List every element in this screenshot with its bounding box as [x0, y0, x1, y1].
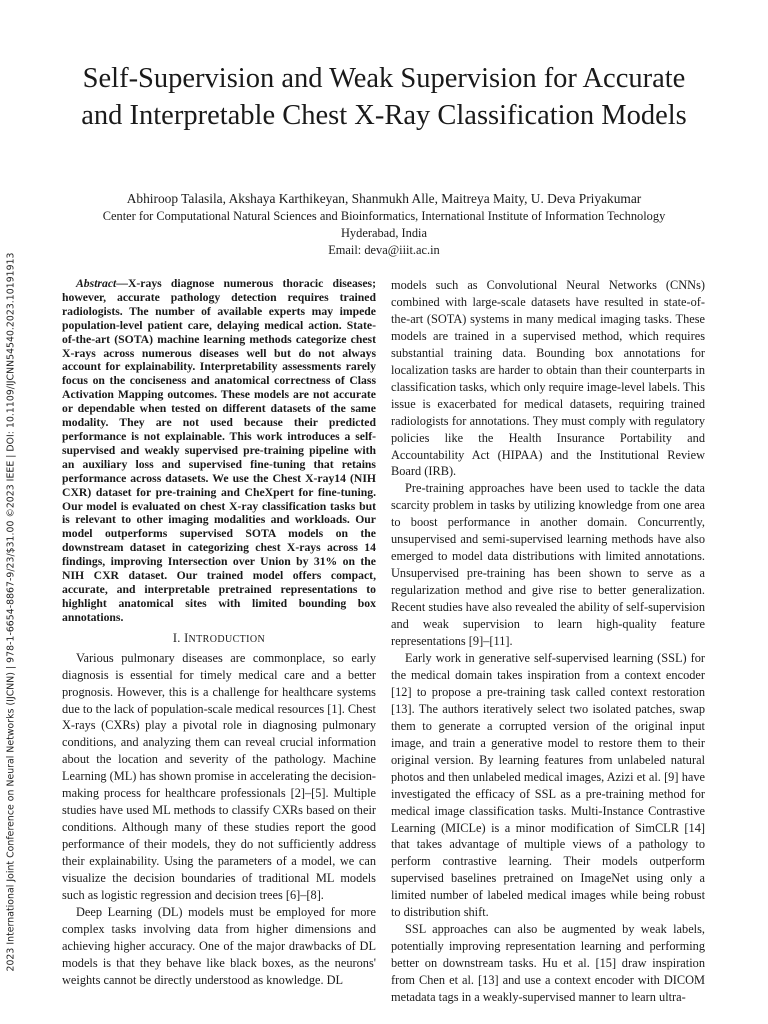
paragraph: models such as Convolutional Neural Networks (CNNs) combined with large-scale datasets have resulted in state-of-the-art (SOTA) systems in many medical imaging tasks. These models are trained in a supervised method, which requires substantial training data. Bounding box annotations for localization tasks are harder to obtain than their counterparts in classification tasks, which only require image-level labels. This issue is exacerbated for medical datasets, requiring trained radiologists for annotations. They must comply with regulatory policies like the Health Insurance Portability and Accountability Act (HIPAA) and the Institutional Review Board (IRB). — [391, 278, 705, 479]
paragraph: Various pulmonary diseases are commonplace, so early diagnosis is essential for timely medical care and a better prognosis. However, this is a challenge for healthcare systems due to the lack of population-scale medical resources [1]. Chest X-rays (CXRs) play a pivotal role in diagnosing pulmonary conditions, and analyzing them can reveal crucial information about the location and severity of the pathology. Machine Learning (ML) has shown promise in accelerating the decision-making process for healthcare professionals [2]–[5]. Multiple studies have used ML methods to classify CXRs based on their conditions. Although many of these studies report the good performance of their models, they do not sufficiently address their explainability. Using the parameters of a model, we can visualize the decision boundaries of traditional ML models such as logistic regression and decision trees [6]–[8]. — [62, 650, 376, 902]
left-column — [62, 277, 376, 989]
section-title-rest: NTRODUCTION — [188, 633, 266, 645]
right-column — [391, 277, 705, 1006]
section-number: I. — [172, 630, 181, 645]
abstract-label: Abstract — [76, 277, 117, 290]
author-list: Abhiroop Talasila, Akshaya Karthikeyan, Shanmukh Alle, Maitreya Maity, U. Deva Priyakumar — [126, 191, 642, 206]
paragraph: SSL approaches can also be augmented by weak labels, potentially improving representation learning and performing better on downstream tasks. Hu et al. [15] draw inspiration from Chen et al. [13] and use a context encoder with DICOM metadata tags in a weakly-supervised manner to learn ultra- — [391, 922, 705, 1005]
section-heading-introduction — [62, 630, 376, 648]
ieee-side-banner — [0, 0, 22, 1024]
abstract — [62, 277, 376, 625]
affiliation-line-2: Hyderabad, India — [340, 226, 427, 240]
side-banner-text: 2023 International Joint Conference on Neural Networks (IJCNN) | 978-1-6654-8867-9/23/$31.00 ©2023 IEEE | DOI: 10.1109/IJCNN54540.2023.10191913 — [5, 252, 17, 972]
paragraph: Early work in generative self-supervised learning (SSL) for the medical domain takes inspiration from a context encoder [12] to propose a pre-training task called context restoration [13]. The authors iteratively select two isolated patches, swap them to generate a corrupted version of the original input image, and train a generative model to restore them to their original version. By learning features from unlabeled natural photos and then unlabeled medical images, Azizi et al. [9] have investigated the efficacy of SSL as a pre-training method for medical image classification tasks. Multi-Instance Contrastive Learning (MICLe) is a minor modification of SimCLR [14] that takes advantage of multiple views of a pathology to perform contrastive learning. Their models outperform supervised baselines pretrained on ImageNet using only a limited number of labeled medical images while being robust to distribution shift. — [391, 650, 705, 920]
abstract-text: —X-rays diagnose numerous thoracic diseases; however, accurate pathology detection requires trained radiologists. The number of available experts may impede population-level patient care, delaying medical action. State-of-the-art (SOTA) machine learning methods categorize chest X-rays across numerous diseases well but do not always account for explainability. Interpretability assessments rarely focus on the conciseness and anatomical correctness of Class Activation Mapping outcomes. These models are not accurate or dependable when tested on different datasets of the same modality. They are not used because their predicted performance is not explainable. This work introduces a self-supervised and weakly supervised pre-training pipeline with an auxiliary loss and supervised fine-tuning that retains performance across datasets. We use the Chest X-ray14 (NIH CXR) dataset for pre-training and CheXpert for fine-tuning. Our model is evaluated on chest X-ray classification tasks but is relevant to other imaging modalities and workloads. Our model outperforms supervised SOTA models on the downstream dataset in categorizing chest X-rays across 14 findings, improving Intersection over Union by 31% on the NIH CXR dataset. Our trained model offers compact, accurate, and interpretable pretrained representations to highlight anatomical sites with limited bounding box annotations. — [62, 277, 376, 624]
paragraph: Pre-training approaches have been used to tackle the data scarcity problem in tasks by utilizing knowledge from one area to boost performance in another domain. Concurrently, unsupervised and semi-supervised learning methods have also emerged to model data distributions with limited annotations. Unsupervised pre-training has been shown to serve as a regularization method and give rise to better generalization. Recent studies have also revealed the ability of self-supervision and weak supervision to learn high-quality feature representations [9]–[11]. — [391, 481, 705, 649]
section-first-letter: I — [184, 630, 189, 645]
paper-title: Self-Supervision and Weak Supervision for Accurate and Interpretable Chest X-Ray Classification Models — [81, 63, 687, 131]
contact-email: Email: deva@iiit.ac.in — [328, 243, 440, 257]
paragraph: Deep Learning (DL) models must be employed for more complex tasks involving data from higher dimensions and achieving higher accuracy. One of the major drawbacks of DL models is that they behave like black boxes, as the neurons' weights cannot be directly understood as knowledge. DL — [62, 904, 376, 987]
affiliation-line-1: Center for Computational Natural Sciences and Bioinformatics, International Institute of Information Technology — [102, 209, 666, 223]
